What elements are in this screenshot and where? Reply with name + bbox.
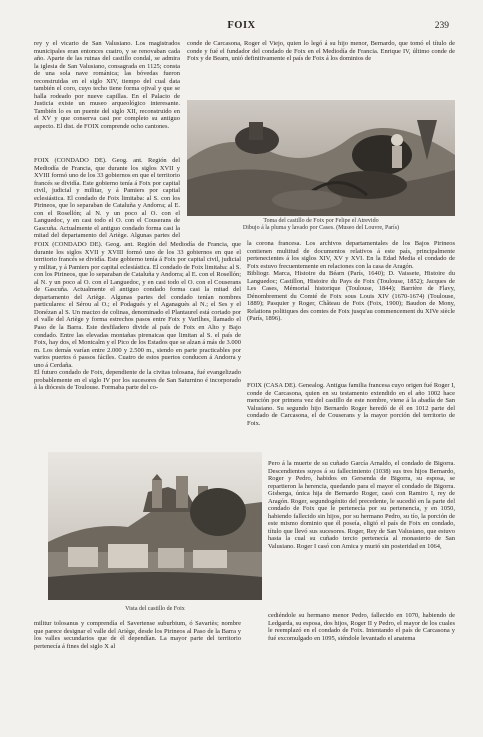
condado-paragraph-a: FOIX (CONDADO DE). Geog. ant. Región del Mediodía de Francia, que durante los siglos XVII y XVIII formó uno de los 33 gobiernos en que el territorio francés se dividía. Este gobierno tenía á Foix por capital civil, judicial y militar, y á Pamiers por capital eclesiástica. El condado de Foix limitaba: al S. con los Pirineos, que lo separaban de Cataluña y Andorra; al E. con el Rosellón; al N. y un poco al O. con el Languedoc, y en casi todo el O. con el Couserans de Gascuña. Actualmente el antiguo condado forma casi la mitad del departamento del Ariège. Algunas partes del — [34, 157, 180, 239]
condado-paragraph-b: FOIX (CONDADO DE). Geog. ant. Región del Mediodía de Francia, que durante los siglos XVII y XVIII formó uno de los 33 gobiernos en que el territorio francés se dividía. Este gobierno tenía á Foix por capital civil, judicial y militar, y á Pamiers por capital eclesiástica. El condado de Foix limitaba: al S. con los Pirineos, que lo separaban de Cataluña y Andorra; al E. con el Rosellón; al N. y un poco al O. con el Languedoc, y en casi todo el O. con el Couserans de Gascuña. Actualmente el antiguo condado forma casi la mitad del departamento del Ariège. Algunas partes del condado tenían nombres particulares: el Sérou al O.; el Podagués y el Aganaguès al N.; el Ses y el Donézan al S. Un macizo de colinas, denominado el Plantaurel está cortado por el valle del Ariège y forma estrechos pasos entre Foix y Varilhes, llamado el Paso de la Barra. Este desfiladero divide al país de Foix en Alto y Bajo condado. Entre las elevadas montañas pirenaicas que limitan al S. el país de Foix, hay dos, el Montcalm y el Pico de los Estados que se alzan á más de 3.000 m. Los demás varían entre 2.000 y 2.500 m., siendo en parte practicables por varios puertos ó passos fáciles. Cuatro de estos puertos conducen á Andorra y uno á Cerdaña. — [34, 241, 241, 369]
painting-caption — [187, 218, 455, 232]
bibliography-paragraph: Bibliogr. Marca, Histoire du Béarn (París, 1640); D. Vaissete, Histoire du Languedoc; Castillon, Histoire du Pays de Foix (Toulouse, 1852); Jacques de Les Cases, Mémorial historique (Toulouse, 1844); Barrière de Flavy, Dénombrement du Comté de Foix sous Louis XIV (1670-1674) (Toulouse, 1889); Pasquier y Roger, Château de Foix (Foix, 1900); Baudon de Mony, Relations politiques des comtes de Foix jusqu'au commencement du XIVe siècle (París, 1896). — [247, 270, 455, 323]
castle-caption-text: Vista del castillo de Foix — [125, 606, 185, 612]
castle-caption — [48, 606, 262, 613]
bottom-left-paragraph: militur tolosanus y comprendía el Savertense suburbium, ó Savartès; nombre que parece designar el valle del Ariège, desde los Pirineos al Paso de la Barra y los valles secundarios que de él dependían. La mayor parte del territorio pertenecía á fines del siglo X al — [34, 620, 241, 650]
right-column-casa — [247, 382, 455, 458]
right-column-bottom — [268, 612, 455, 680]
castle-photo — [48, 452, 262, 600]
painting-figure — [187, 100, 455, 216]
page-title: FOIX — [227, 20, 256, 31]
painting-caption-credit: Dibujo á la pluma y lavado por Cases. (Museo del Louvre, París) — [242, 225, 400, 231]
page-header — [0, 20, 483, 36]
right-column-middle — [247, 240, 455, 380]
battle-painting — [187, 100, 455, 216]
right-column-casa-cont — [268, 460, 455, 610]
casa-paragraph: FOIX (CASA DE). Genealog. Antigua familia francesa cuyo origen fué Roger I, conde de Carcasona, quien en su testamento extendido en el año 1002 hace mención por primera vez del castillo de este nombre, viene á la abadía de San Valusiano. Su segundo hijo Bernardo Roger heredó de él en 1012 parte del condado de Carcasona, el de Couserans y la mayor porción del territorio de Foix. — [247, 382, 455, 427]
left-column-condado-cont — [34, 241, 241, 447]
right-column-top — [187, 40, 455, 96]
futuro-paragraph: El futuro condado de Foix, dependiente de la civitas tolosana, fué evangelizado probablemente en el siglo IV por los sucesores de San Saturnino é incorporado á la diócesis de Toulouse. Formaba parte del co- — [34, 369, 241, 392]
left-column-condado — [34, 157, 180, 239]
top-right-paragraph: conde de Carcasona, Roger el Viejo, quien lo legó á su hijo menor, Bernardo, que tomó el título de conde y fué el fundador del condado de Foix en el Mediodía de Francia. Enrique IV, último conde de Foix y de Bearn, unió definitivamente el país de Foix á los dominios de — [187, 40, 455, 63]
intro-paragraph: rey y el vicario de San Valusiano. Los magistrados municipales eran entonces cuatro, y se renovaban cada año. Aparte de las ruinas del castillo condal, se admira la iglesia de San Valusiano, consagrada en 1125; consta de una sola nave románica; las bóvedas fueron reconstruidas en el siglo XIV, tiempo del cual data también el coro, cuyo techo tiene forma ojival y que se halla rodeado por nueve capillas. En el Palacio de Justicia existe un museo arqueológico interesante. También lo es un puente del siglo XII, reconstruido en el XV y que conserva casi por completo su antiguo aspecto. El dist. de FOIX comprende ocho cantones. — [34, 40, 180, 131]
page-number: 239 — [434, 21, 449, 31]
left-column-bottom — [34, 620, 241, 680]
left-column-intro — [34, 40, 180, 154]
bottom-right-paragraph: cediéndole su hermano menor Pedro, fallecido en 1070, habiendo de Ledgarda, su esposa, dos hijos, Roger II y Pedro, el mayor de los cuales le reemplazó en el condado de Foix. Intentando el país de Carcasona y fué excomulgado en 1095, siéndole levantado el anatema — [268, 612, 455, 642]
corona-paragraph: la corona francesa. Los archivos departamentales de los Bajos Pirineos contienen multitud de documentos relativos á este país, principalmente pertenecientes á los siglos XIV, XV y XVI. En la Edad Media el condado de Foix estuvo frecuentemente en relaciones con la casa de Aragón. — [247, 240, 455, 270]
castle-figure — [48, 452, 262, 600]
casa-continued-paragraph: Pero á la muerte de su cuñado García Arnaldo, el condado de Bigorra. Descendientes suyos á su fallecimiento (1038) sus tres hijos Bernardo, Roger y Pedro, habidos en Gersenda de Bigorra, su esposa, se repartieron la herencia, quedando para el mayor el condado de Bigorra. Gisberga, única hija de Bernardo Roger, casó con Ramiro I, rey de Aragón. Roger, segundogénito del precedente, le sucedió en la parte del condado de Foix que le pertenecía por su pertenencia, y en 1050, habiendo fallecido sin hijos, por su hermano Pedro, su tío, la porción de este mismo dominio que él poseía, eligió el país de Foix en condado, título que llevó sus sucesores. Roger, Rey de San Valusiano, que estuvo hasta la cual su cuñado tercio pertenecía al monasterio de San Valusiano. Roger I casó con Amica y murió sin posteridad en 1064, — [268, 460, 455, 551]
painting-caption-title: Toma del castillo de Foix por Felipe el Atrevido — [263, 218, 379, 224]
